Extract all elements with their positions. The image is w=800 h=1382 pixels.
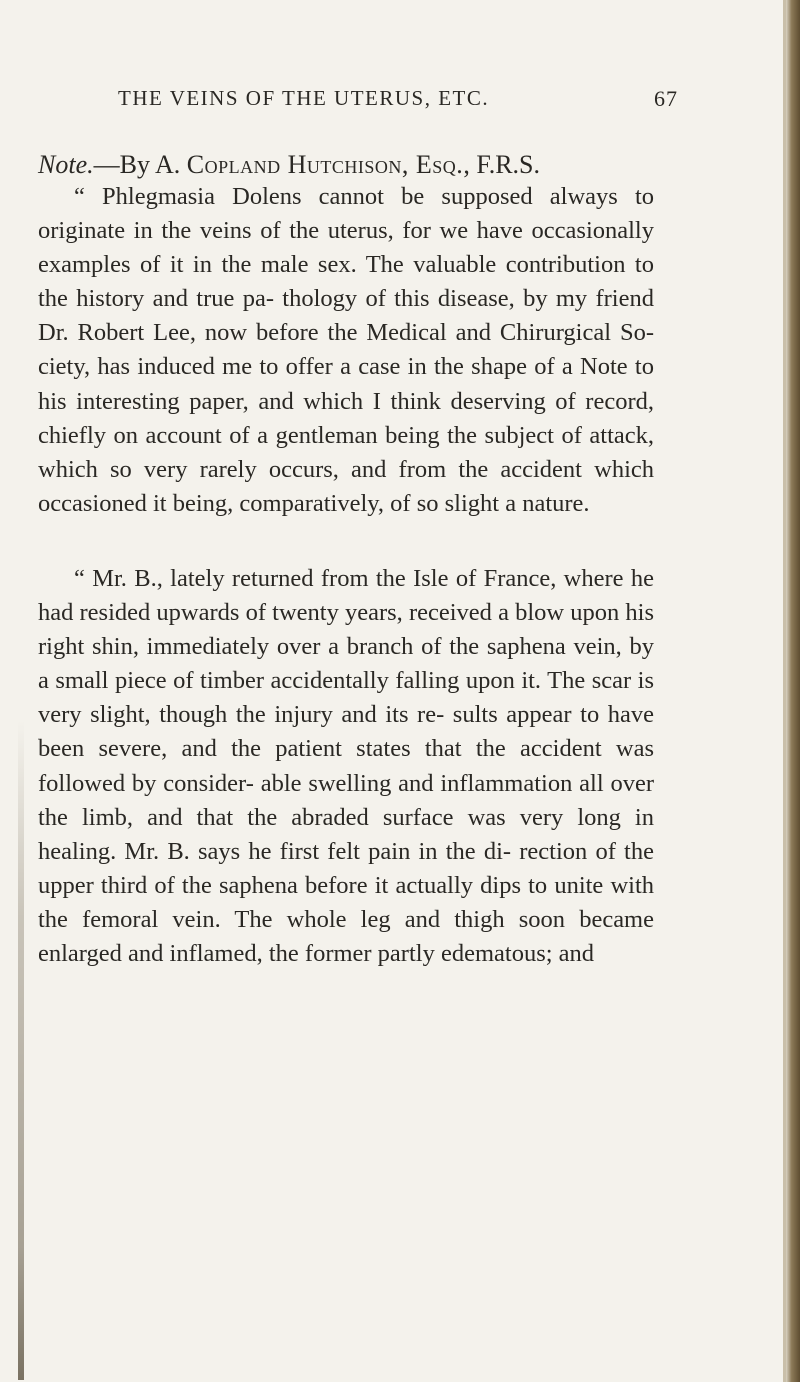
note-label: Note. xyxy=(38,150,94,179)
margin-shadow xyxy=(18,720,24,1380)
running-title: THE VEINS OF THE UTERUS, ETC. xyxy=(118,86,490,110)
running-head xyxy=(38,86,678,120)
page-number: 67 xyxy=(654,86,678,111)
note-heading xyxy=(38,150,540,180)
note-byline: —By A. xyxy=(93,150,187,179)
binding-gutter xyxy=(786,0,800,1382)
paragraph-2: “ Mr. B., lately returned from the Isle of France, where he had resided upwards of twenty years, received a blow upon his right shin, immediately over a branch of the saphena vein, by a small piece of timber accidentally falling upon it. The scar is very slight, though the injury and its re- sults appear to have been severe, and the patient states that the accident was followed by consider- able swelling and inflammation all over the limb, and that the abraded surface was very long in healing. Mr. B. says he first felt pain in the di- rection of the upper third of the saphena before it actually dips to unite with the femoral vein. The whole leg and thigh soon became enlarged and inflamed, the former partly edematous; and xyxy=(38,565,654,968)
paragraph-1: “ Phlegmasia Dolens cannot be supposed always to originate in the veins of the uterus, for we have occasionally examples of it in the male sex. The valuable contribution to the history and true pa- thology of this disease, by my friend Dr. Robert Lee, now before the Medical and Chirurgical So- ciety, has induced me to offer a case in the shape of a Note to his interesting paper, and which I think deserving of record, chiefly on account of a gentleman being the subject of attack, which so very rarely occurs, and from the accident which occasioned it being, comparatively, of so slight a nature. xyxy=(38,183,654,517)
note-credentials: , F.R.S. xyxy=(463,150,540,179)
note-author: Copland Hutchison, Esq. xyxy=(186,150,464,179)
